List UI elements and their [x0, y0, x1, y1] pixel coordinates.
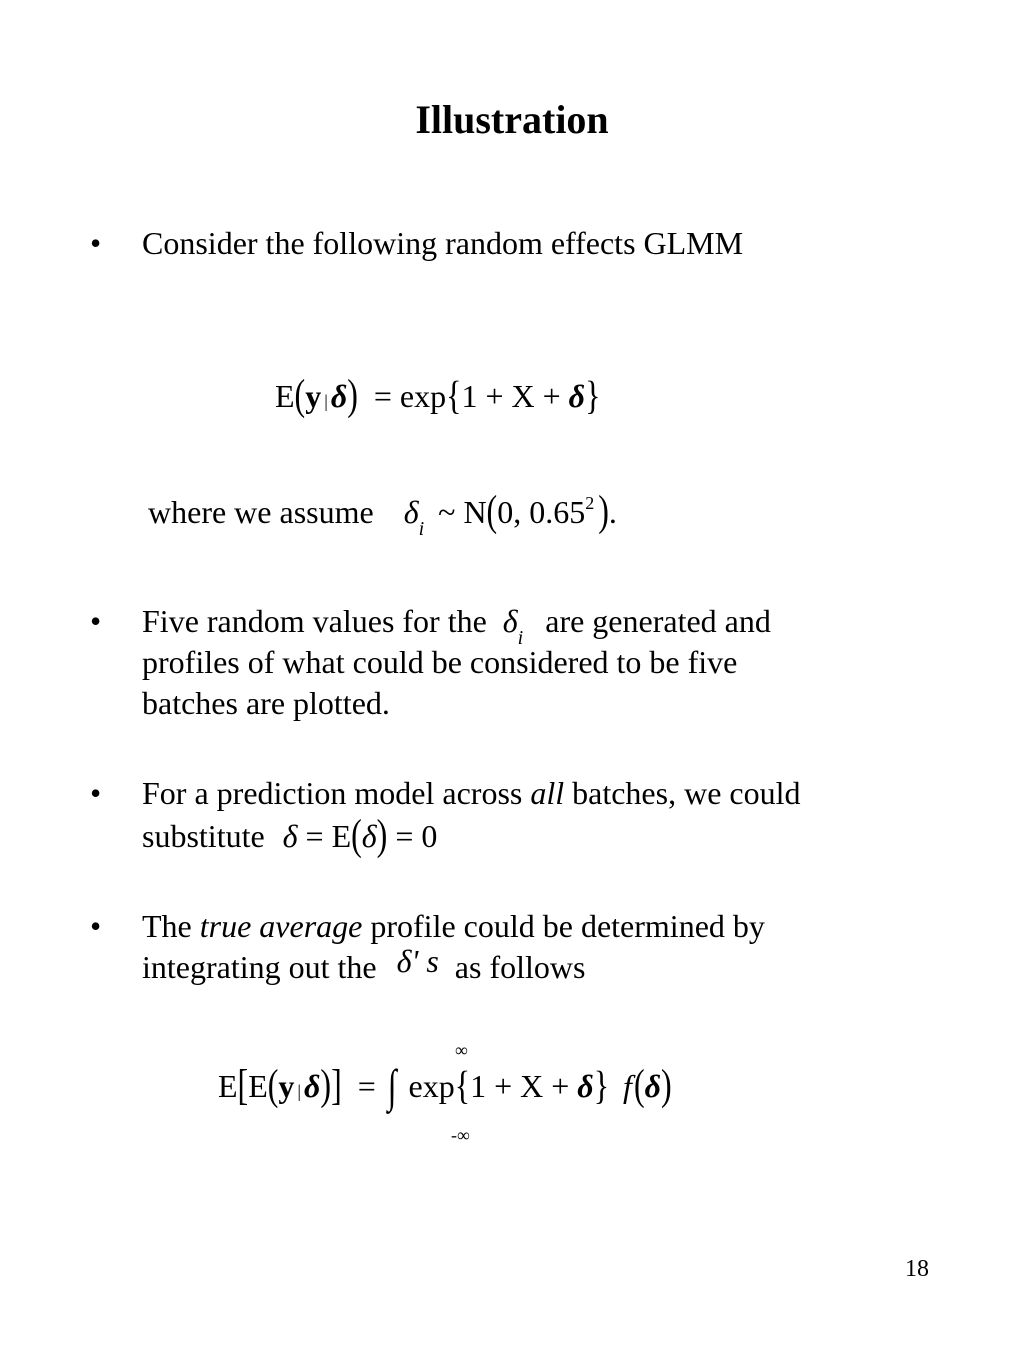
bullet-2-delta: δ: [502, 603, 518, 639]
slide-title: Illustration: [415, 97, 609, 142]
substitution-delta-2: δ: [361, 818, 377, 854]
eq1-equals: =: [373, 378, 392, 414]
eq2-delta: δ: [304, 1068, 321, 1104]
eq2-f-open-paren: (: [633, 1060, 645, 1109]
bullet-marker: •: [90, 225, 102, 261]
eq1-body: 1 + X +: [461, 378, 561, 414]
bullet-2-text-a: Five random values for the: [142, 603, 487, 639]
bullet-4-text-b: profile could be determined by: [370, 908, 765, 944]
bullet-marker: •: [90, 775, 102, 811]
assumption-line: [148, 486, 617, 540]
bullet-3-text-b: batches, we could: [572, 775, 801, 811]
substitution-eq-zero: = 0: [395, 818, 438, 854]
eq1-open-brace: {: [446, 372, 462, 418]
bullet-3-emphasis: all: [530, 775, 565, 811]
equation-true-average: [218, 1059, 672, 1112]
eq2-bar: |: [297, 1081, 302, 1101]
bullet-2-line-2: profiles of what could be considered to be five: [142, 644, 738, 680]
substitution-eq-E: = E: [305, 818, 352, 854]
assumption-lead: where we assume: [148, 494, 374, 530]
eq2-open-paren: (: [267, 1060, 279, 1109]
assumption-open-paren: (: [486, 486, 498, 535]
eq1-exp: exp: [399, 378, 447, 414]
eq2-E-outer: E: [218, 1068, 238, 1104]
assumption-delta: δ: [403, 494, 419, 530]
eq2-close-brace: }: [593, 1062, 610, 1108]
eq1-close-brace: }: [585, 372, 601, 418]
eq1-close-paren: ): [347, 370, 358, 419]
eq2-body: 1 + X +: [470, 1068, 570, 1104]
assumption-sub-i: i: [418, 518, 425, 540]
bullet-4-text-c: integrating out the: [142, 949, 377, 985]
integral-lower-limit: -∞: [451, 1125, 470, 1145]
bullet-3-line-1: [142, 773, 800, 814]
bullet-4-line-2: [142, 943, 586, 988]
eq1-delta-2: δ: [568, 378, 586, 414]
bullet-4-text-a: The: [142, 908, 192, 944]
bullet-3-line-2: [142, 810, 438, 859]
deltas-delta: δ: [396, 943, 412, 979]
bullet-4-text-d: as follows: [454, 949, 586, 985]
eq2-open-brace: {: [454, 1062, 471, 1108]
bullet-3-substitute: substitute: [142, 818, 265, 854]
substitution-open-paren: (: [351, 810, 362, 859]
bullet-4-line-1: [142, 906, 765, 947]
assumption-period: .: [608, 494, 617, 530]
substitution-close-paren: ): [376, 810, 388, 859]
eq1-open-paren: (: [294, 370, 306, 419]
deltas-apos-s: ' s: [411, 943, 439, 979]
assumption-tilde-n: ~ N: [438, 494, 487, 530]
integral-icon: ∫: [387, 1059, 397, 1112]
substitution-delta: δ: [282, 818, 298, 854]
bullet-3-text-a: For a prediction model across: [142, 775, 523, 811]
eq2-close-bracket: ]: [331, 1060, 342, 1109]
eq2-close-paren: ): [320, 1060, 332, 1109]
bullet-2-text-b: are generated and: [545, 603, 771, 639]
eq2-delta-3: δ: [644, 1068, 661, 1104]
eq2-E-inner: E: [248, 1068, 268, 1104]
eq1-bar: |: [324, 391, 328, 411]
eq2-delta-2: δ: [577, 1068, 594, 1104]
eq2-f: f: [623, 1068, 632, 1104]
bullet-2-line-1: [142, 601, 771, 647]
eq1-y: y: [305, 378, 322, 414]
bullet-marker: •: [90, 603, 102, 639]
eq2-f-close-paren: ): [660, 1060, 672, 1109]
bullet-4-emphasis: true average: [199, 908, 363, 944]
eq2-y: y: [278, 1068, 295, 1104]
eq2-open-bracket: [: [237, 1060, 249, 1109]
assumption-args: 0, 0.65: [497, 494, 586, 530]
assumption-close-paren: ): [598, 486, 609, 535]
integral-upper-limit: ∞: [455, 1040, 468, 1060]
bullet-2-sub-i: i: [517, 627, 524, 649]
equation-glmm: [275, 370, 601, 422]
eq1-delta: δ: [330, 378, 348, 414]
page-number: 18: [905, 1256, 929, 1282]
eq2-exp: exp: [408, 1068, 455, 1104]
bullet-1-text: Consider the following random effects GLMM: [142, 225, 744, 261]
assumption-sup: 2: [585, 493, 595, 513]
eq2-equals: =: [357, 1068, 376, 1104]
bullet-marker: •: [90, 908, 102, 944]
eq1-E: E: [275, 378, 295, 414]
bullet-2-line-3: batches are plotted.: [142, 685, 390, 721]
